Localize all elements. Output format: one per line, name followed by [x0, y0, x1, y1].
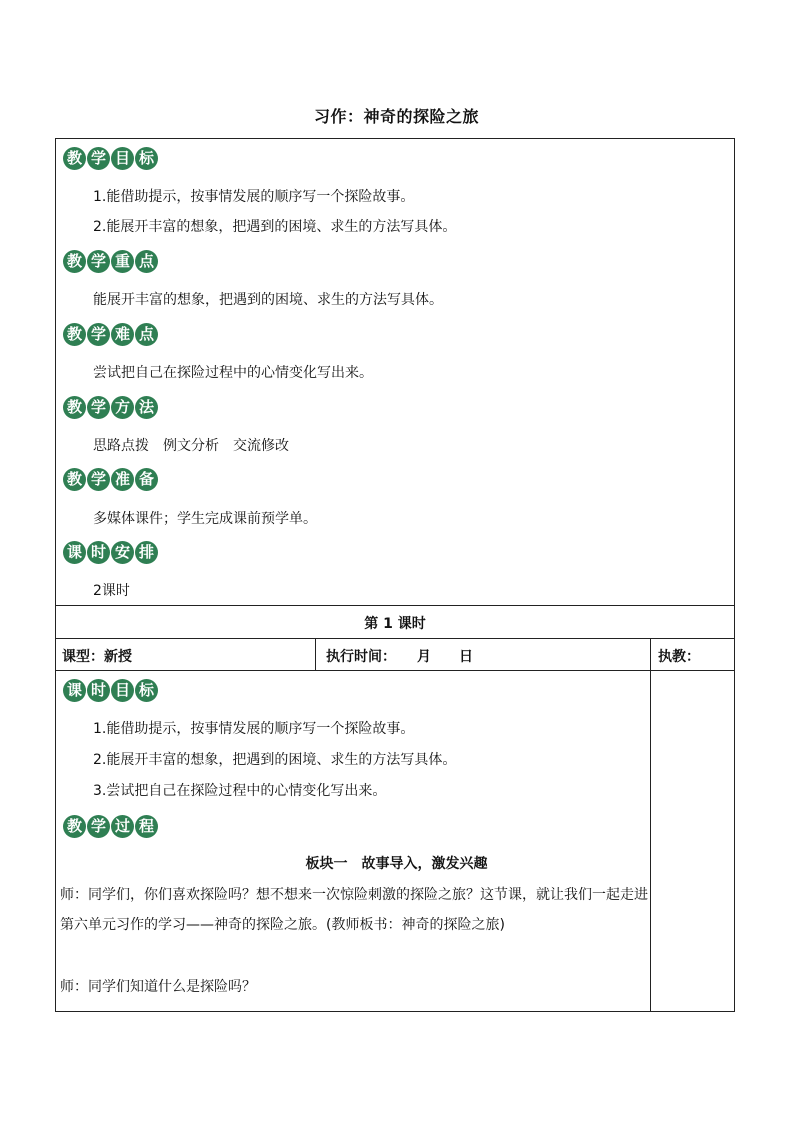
section-badge-difficulty [63, 323, 158, 346]
lesson-goal-line: 3.尝试把自己在探险过程中的心情变化写出来。 [93, 783, 387, 799]
badge-character: 学 [87, 468, 110, 491]
key-point-line: 能展开丰富的想象，把遇到的困境、求生的方法写具体。 [93, 292, 443, 308]
badge-character: 学 [87, 147, 110, 170]
badge-character: 教 [63, 323, 86, 346]
badge-character: 法 [135, 396, 158, 419]
badge-character: 排 [135, 541, 158, 564]
block-title: 板块一 故事导入，激发兴趣 [305, 856, 488, 872]
badge-character: 学 [87, 815, 110, 838]
badge-character: 时 [87, 541, 110, 564]
badge-character: 程 [135, 815, 158, 838]
prep-line: 多媒体课件；学生完成课前预学单。 [93, 511, 317, 527]
badge-character: 学 [87, 323, 110, 346]
badge-character: 过 [111, 815, 134, 838]
badge-character: 安 [111, 541, 134, 564]
badge-character: 目 [111, 147, 134, 170]
lesson-type: 课型：新授 [62, 649, 132, 665]
badge-character: 教 [63, 396, 86, 419]
section-badge-key [63, 250, 158, 273]
lesson-title: 第 1 课时 [364, 616, 426, 632]
divider [55, 605, 735, 606]
section-badge-schedule [63, 541, 158, 564]
section-badge-prep [63, 468, 158, 491]
badge-character: 难 [111, 323, 134, 346]
badge-character: 课 [63, 541, 86, 564]
teacher-dialogue: 师：同学们知道什么是探险吗？ [60, 979, 256, 995]
badge-character: 课 [63, 679, 86, 702]
difficulty-line: 尝试把自己在探险过程中的心情变化写出来。 [93, 365, 373, 381]
section-badge-method [63, 396, 158, 419]
badge-character: 准 [111, 468, 134, 491]
section-badge-goals [63, 147, 158, 170]
teacher-dialogue: 师：同学们，你们喜欢探险吗？想不想来一次惊险刺激的探险之旅？这节课，就让我们一起走进第六单元习作的学习——神奇的探险之旅。(教师板书：神奇的探险之旅) [60, 887, 648, 933]
badge-character: 教 [63, 250, 86, 273]
goal-line: 1.能借助提示，按事情发展的顺序写一个探险故事。 [93, 189, 415, 205]
badge-character: 学 [87, 396, 110, 419]
badge-character: 点 [135, 250, 158, 273]
divider [315, 638, 316, 670]
badge-character: 教 [63, 468, 86, 491]
badge-character: 学 [87, 250, 110, 273]
divider [55, 638, 735, 639]
badge-character: 备 [135, 468, 158, 491]
section-badge-lesson-goals [63, 679, 158, 702]
lesson-goal-line: 2.能展开丰富的想象，把遇到的困境、求生的方法写具体。 [93, 752, 457, 768]
badge-character: 标 [135, 147, 158, 170]
badge-character: 方 [111, 396, 134, 419]
section-badge-process [63, 815, 158, 838]
method-line: 思路点拨 例文分析 交流修改 [93, 438, 289, 454]
lesson-goal-line: 1.能借助提示，按事情发展的顺序写一个探险故事。 [93, 721, 415, 737]
badge-character: 点 [135, 323, 158, 346]
badge-character: 教 [63, 815, 86, 838]
badge-character: 重 [111, 250, 134, 273]
goal-line: 2.能展开丰富的想象，把遇到的困境、求生的方法写具体。 [93, 219, 457, 235]
divider [650, 638, 651, 1012]
teacher-label: 执教： [658, 649, 700, 665]
page-title: 习作：神奇的探险之旅 [313, 107, 479, 126]
divider [55, 670, 735, 671]
badge-character: 时 [87, 679, 110, 702]
badge-character: 教 [63, 147, 86, 170]
execution-time: 执行时间： 月 日 [326, 649, 473, 665]
badge-character: 标 [135, 679, 158, 702]
badge-character: 目 [111, 679, 134, 702]
schedule-line: 2课时 [93, 583, 130, 599]
